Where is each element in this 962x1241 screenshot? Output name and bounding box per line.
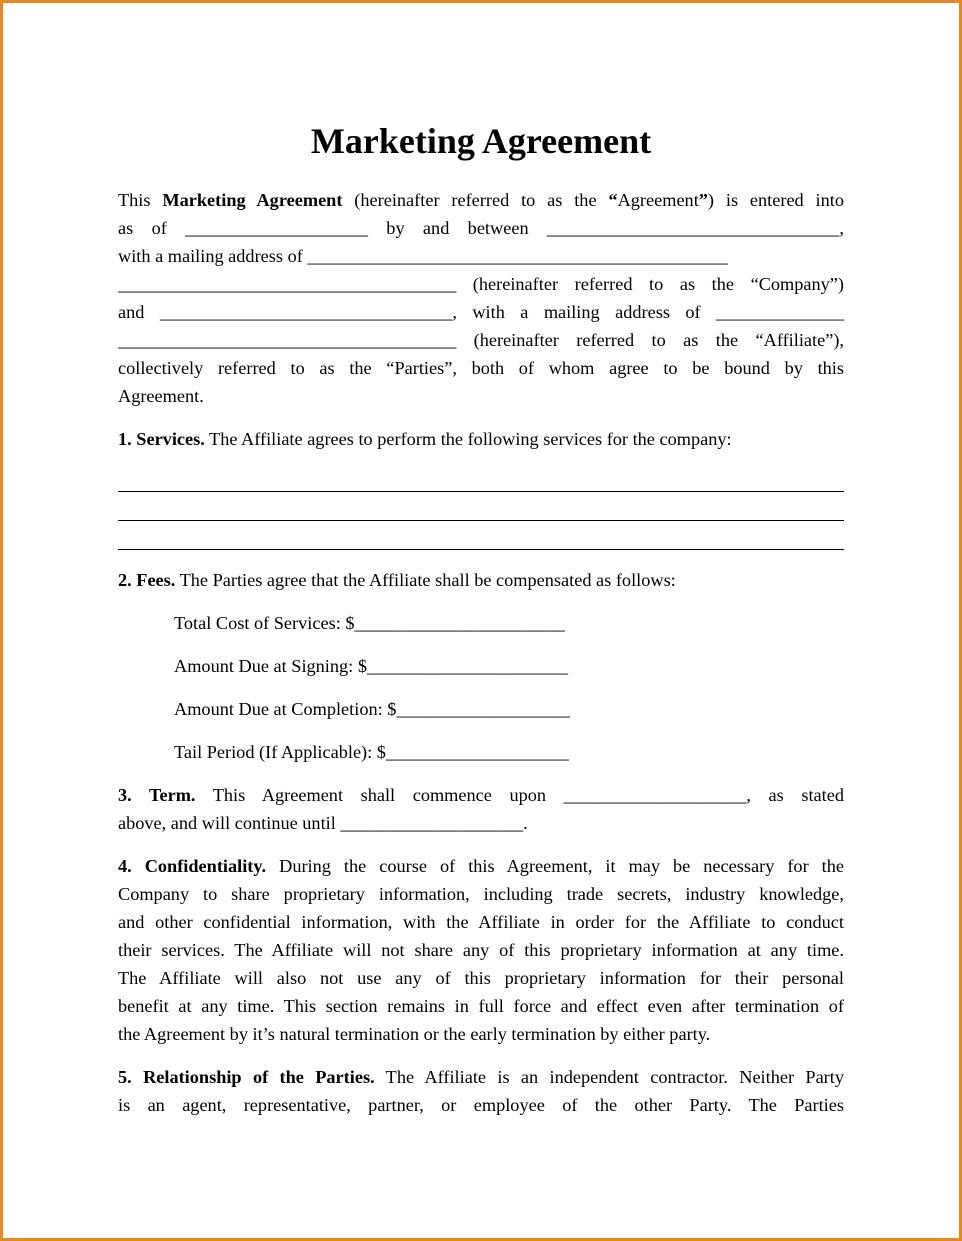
- services-heading: 1. Services.: [118, 429, 205, 449]
- confidentiality-line-4: their services. The Affiliate will not share any of this proprietary information at any time.: [118, 940, 844, 960]
- intro-line-6: _____________________________________ (hereinafter referred to as the “Affiliate”),: [118, 330, 844, 350]
- term-line-2: above, and will continue until ____________________.: [118, 813, 528, 833]
- term-heading: 3. Term.: [118, 785, 196, 805]
- services-blank-line: [118, 471, 844, 492]
- relationship-line-2: is an agent, representative, partner, or employee of the other Party. The Parties: [118, 1095, 844, 1115]
- intro-line-7: collectively referred to as the “Parties”, both of whom agree to be bound by this: [118, 358, 844, 378]
- relationship-heading: 5. Relationship of the Parties.: [118, 1067, 375, 1087]
- intro-line-2: as of ____________________ by and between ________________________________,: [118, 218, 844, 238]
- confidentiality-line-6: benefit at any time. This section remains in full force and effect even after termination of: [118, 996, 844, 1016]
- fee-amount-due-completion: Amount Due at Completion: $___________________: [174, 699, 571, 719]
- confidentiality-line-7: the Agreement by it’s natural termination or the early termination by either party.: [118, 1024, 711, 1044]
- fees-section: [118, 566, 844, 766]
- intro-line-3: with a mailing address of ______________________________________________: [118, 246, 728, 266]
- services-section: [118, 425, 844, 550]
- intro-paragraph: [118, 186, 844, 410]
- document-page: [118, 120, 844, 1119]
- term-line-1: 3. Term. This Agreement shall commence upon ____________________, as stated: [118, 785, 844, 805]
- relationship-section: [118, 1063, 844, 1119]
- agreement-name: Marketing Agreement: [162, 190, 343, 210]
- confidentiality-line-1: 4. Confidentiality. During the course of this Agreement, it may be necessary for the: [118, 856, 845, 876]
- confidentiality-section: [118, 852, 844, 1048]
- services-blank-lines: [118, 471, 844, 550]
- document-title: Marketing Agreement: [310, 121, 652, 161]
- intro-line-4: _____________________________________ (hereinafter referred to as the “Company”): [118, 274, 844, 294]
- fee-amount-due-signing: Amount Due at Signing: $______________________: [174, 656, 569, 676]
- fees-heading: 2. Fees.: [118, 570, 176, 590]
- fee-total-cost: Total Cost of Services: $_______________________: [174, 613, 565, 633]
- services-blank-line: [118, 500, 844, 521]
- fee-tail-period: Tail Period (If Applicable): $____________________: [174, 742, 569, 762]
- confidentiality-line-5: The Affiliate will also not use any of this proprietary information for their personal: [118, 968, 844, 988]
- fees-line: 2. Fees. The Parties agree that the Affiliate shall be compensated as follows:: [118, 570, 676, 590]
- confidentiality-line-2: Company to share proprietary information, including trade secrets, industry knowledge,: [118, 884, 844, 904]
- confidentiality-heading: 4. Confidentiality.: [118, 856, 267, 876]
- relationship-line-1: 5. Relationship of the Parties. The Affiliate is an independent contractor. Neither Party: [118, 1067, 844, 1087]
- services-blank-line: [118, 529, 844, 550]
- intro-line-8: Agreement.: [118, 386, 204, 406]
- services-line: 1. Services. The Affiliate agrees to perform the following services for the company:: [118, 429, 732, 449]
- intro-line-1: This Marketing Agreement (hereinafter referred to as the “Agreement”) is entered into: [118, 190, 844, 210]
- intro-line-5: and ________________________________, with a mailing address of ______________: [118, 302, 844, 322]
- term-section: [118, 781, 844, 837]
- confidentiality-line-3: and other confidential information, with the Affiliate in order for the Affiliate to conduct: [118, 912, 844, 932]
